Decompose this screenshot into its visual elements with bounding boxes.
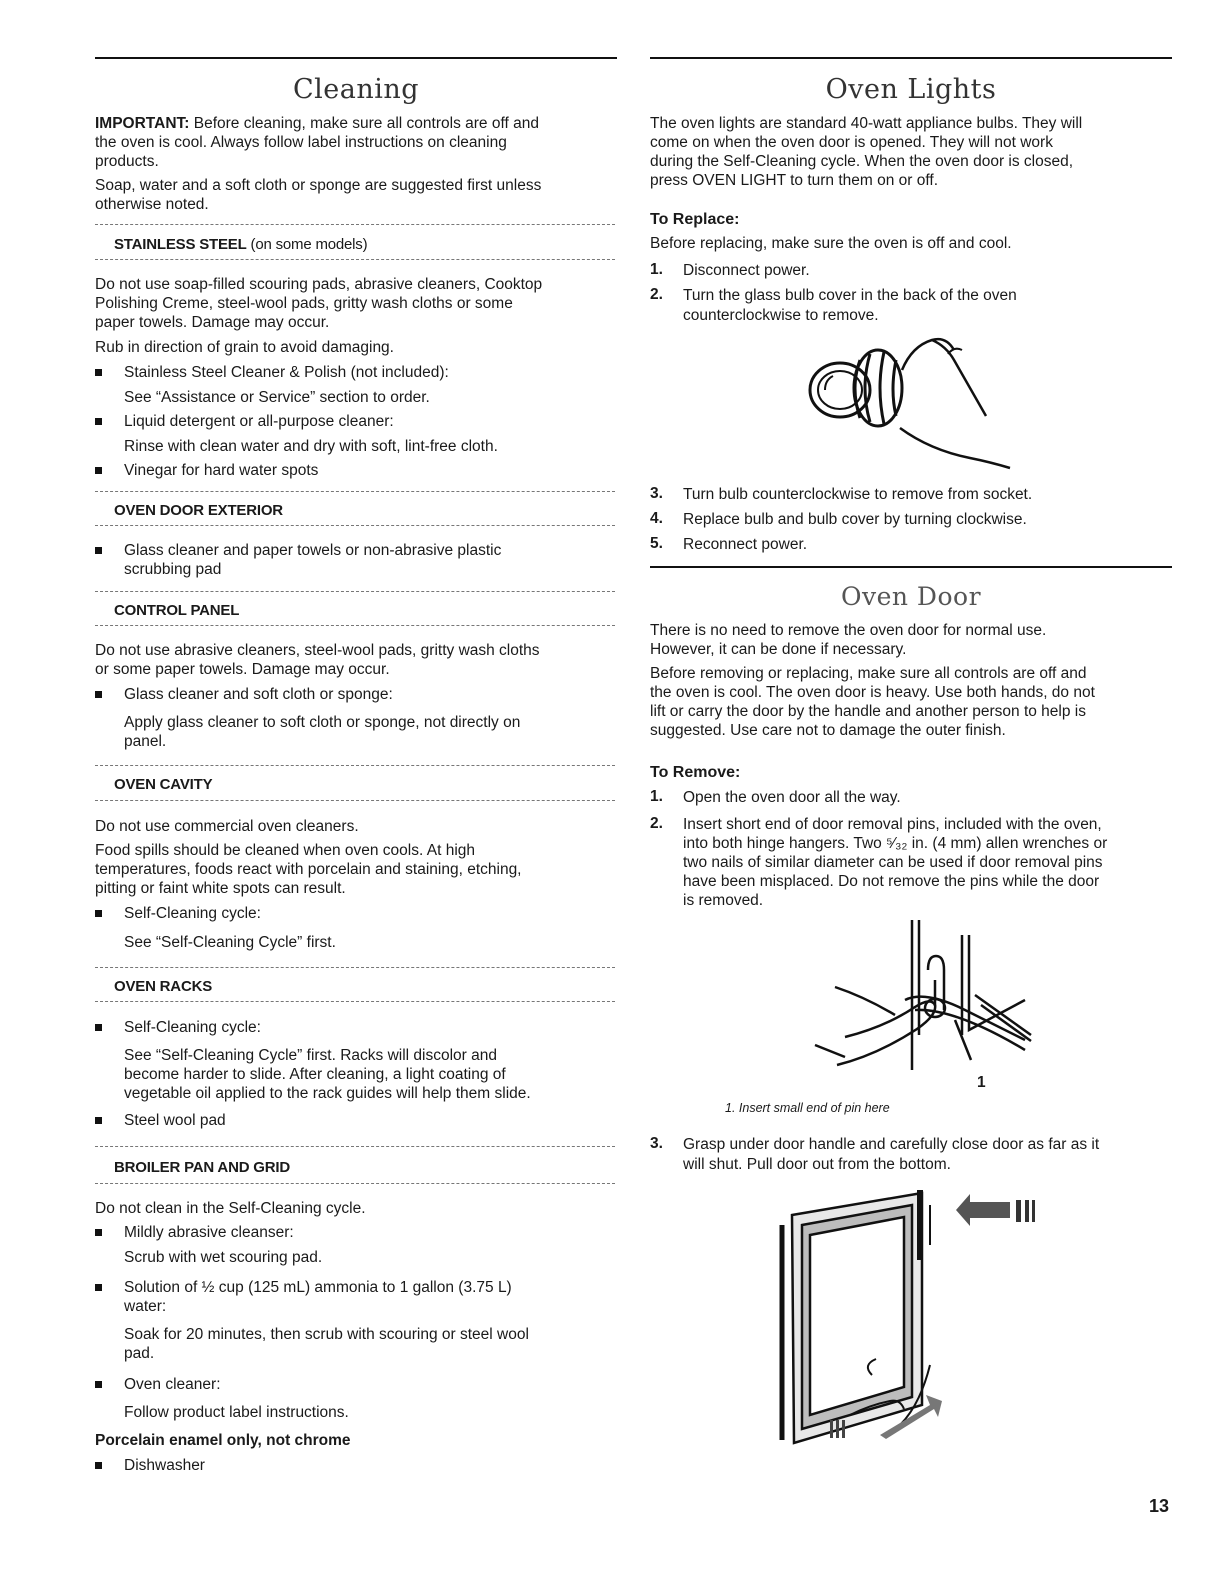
step-number: 1. [650,788,663,805]
broiler-b3: Oven cleaner: [124,1376,221,1393]
step-number: 2. [650,815,663,832]
door-exterior-b1-line2: scrubbing pad [124,561,222,578]
stainless-heading [114,236,367,253]
divider [95,1183,615,1184]
stainless-b1: Stainless Steel Cleaner & Polish (not included): [124,364,449,381]
remove-step-3-line1: Grasp under door handle and carefully close door as far as it [683,1136,1100,1153]
step-number: 3. [650,485,663,502]
divider [95,1146,615,1147]
cavity-p2-line1: Food spills should be cleaned when oven cools. At high [95,842,475,859]
remove-step-1: Open the oven door all the way. [683,789,901,806]
stainless-b3: Vinegar for hard water spots [124,462,319,479]
important-line-1 [95,114,539,133]
cavity-b1-sub: See “Self-Cleaning Cycle” first. [124,934,336,951]
divider [95,491,615,492]
page-number: 13 [1149,1496,1170,1516]
remove-step-2-line5: is removed. [683,892,764,909]
remove-step-2-line2: into both hinge hangers. Two ⁵⁄₃₂ in. (4 mm) allen wrenches or [683,835,1108,852]
broiler-b2-sub-line2: pad. [124,1345,155,1362]
cavity-p2-line3: pitting or faint white spots can result. [95,880,346,897]
racks-b2: Steel wool pad [124,1112,226,1129]
important-text: Before cleaning, make sure all controls are off and [189,115,539,132]
door-exterior-heading: OVEN DOOR EXTERIOR [114,502,283,519]
stainless-b2: Liquid detergent or all-purpose cleaner: [124,413,394,430]
bullet [95,1381,102,1388]
replace-step-3: Turn bulb counterclockwise to remove from socket. [683,486,1033,503]
broiler-b3-sub: Follow product label instructions. [124,1404,349,1421]
remove-step-2-line1: Insert short end of door removal pins, included with the oven, [683,816,1102,833]
oven-door-p2-line2: the oven is cool. The oven door is heavy. Use both hands, do not [650,684,1095,701]
divider [95,591,615,592]
to-replace-heading: To Replace: [650,211,740,228]
bullet [95,369,102,376]
cavity-p2-line2: temperatures, foods react with porcelain and staining, etching, [95,861,522,878]
stainless-p1-line1: Do not use soap-filled scouring pads, abrasive cleaners, Cooktop [95,276,543,293]
important-line-2: the oven is cool. Always follow label instructions on cleaning [95,134,507,151]
racks-b1: Self-Cleaning cycle: [124,1019,261,1036]
step-number: 3. [650,1135,663,1152]
cavity-p1: Do not use commercial oven cleaners. [95,818,359,835]
intro-line-2: otherwise noted. [95,196,209,213]
oven-door-p2-line3: lift or carry the door by the handle and another person to help is [650,703,1086,720]
racks-heading: OVEN RACKS [114,978,213,995]
racks-b1-sub-line3: vegetable oil applied to the rack guides will help them slide. [124,1085,531,1102]
divider [95,765,615,766]
oven-door-title: Oven Door [840,582,982,611]
broiler-b2-sub-line1: Soak for 20 minutes, then scrub with scouring or steel wool [124,1326,529,1343]
bullet [95,467,102,474]
racks-b1-sub-line2: become harder to slide. After cleaning, a light coating of [124,1066,506,1083]
oven-door-p1-line2: However, it can be done if necessary. [650,641,907,658]
oven-lights-p1-line4: press OVEN LIGHT to turn them on or off. [650,172,939,189]
top-rule [95,57,617,59]
broiler-b1: Mildly abrasive cleanser: [124,1224,294,1241]
door-exterior-b1-line1: Glass cleaner and paper towels or non-abrasive plastic [124,542,502,559]
remove-step-2-line4: have been misplaced. Do not remove the pins while the door [683,873,1100,890]
divider [95,800,615,801]
figure-caption: 1. Insert small end of pin here [725,1101,890,1115]
replace-step-4: Replace bulb and bulb cover by turning clockwise. [683,511,1027,528]
stainless-heading-label: STAINLESS STEEL [114,236,247,253]
step-number: 4. [650,510,663,527]
remove-step-2-line3: two nails of similar diameter can be used if door removal pins [683,854,1103,871]
bullet [95,691,102,698]
stainless-heading-suffix: (on some models) [246,236,368,253]
stainless-b1-sub: See “Assistance or Service” section to order. [124,389,430,406]
to-remove-heading: To Remove: [650,764,741,781]
replace-step-2-line1: Turn the glass bulb cover in the back of the oven [683,287,1017,304]
broiler-p1: Do not clean in the Self-Cleaning cycle. [95,1200,366,1217]
oven-door-p2-line1: Before removing or replacing, make sure all controls are off and [650,665,1087,682]
replace-step-1: Disconnect power. [683,262,810,279]
top-rule [650,57,1172,59]
stainless-p2: Rub in direction of grain to avoid damaging. [95,339,394,356]
remove-step-3-line2: will shut. Pull door out from the bottom. [683,1156,951,1173]
section-rule [650,566,1172,568]
step-number: 5. [650,535,663,552]
hinge-pin-illustration [835,915,1085,1090]
bulb-cover-illustration [800,330,1030,470]
bullet [95,910,102,917]
stainless-p1-line2: Polishing Creme, steel-wool pads, gritty wash cloths or some [95,295,513,312]
divider [95,1001,615,1002]
broiler-b2-line1: Solution of ½ cup (125 mL) ammonia to 1 gallon (3.75 L) [124,1279,512,1296]
oven-door-p2-line4: suggested. Use care not to damage the outer finish. [650,722,1006,739]
cleaning-title: Cleaning [292,74,420,105]
control-panel-p1-line2: or some paper towels. Damage may occur. [95,661,390,678]
important-label: IMPORTANT: [95,115,190,132]
oven-door-p1-line1: There is no need to remove the oven door for normal use. [650,622,1047,639]
callout-number: 1 [977,1074,986,1091]
porcelain-note: Porcelain enamel only, not chrome [95,1432,351,1449]
intro-line-1: Soap, water and a soft cloth or sponge are suggested first unless [95,177,542,194]
replace-intro: Before replacing, make sure the oven is off and cool. [650,235,1012,252]
step-number: 2. [650,286,663,303]
control-panel-b1-sub-line2: panel. [124,733,167,750]
divider [95,625,615,626]
divider [95,224,615,225]
control-panel-heading: CONTROL PANEL [114,602,240,619]
bullet [95,547,102,554]
oven-lights-p1-line1: The oven lights are standard 40-watt appliance bulbs. They will [650,115,1083,132]
cavity-b1: Self-Cleaning cycle: [124,905,261,922]
broiler-b2-line2: water: [124,1298,167,1315]
control-panel-b1: Glass cleaner and soft cloth or sponge: [124,686,393,703]
step-number: 1. [650,261,663,278]
divider [95,967,615,968]
divider [95,525,615,526]
handle-arrow-icon [956,1194,1035,1226]
control-panel-p1-line1: Do not use abrasive cleaners, steel-wool pads, gritty wash cloths [95,642,540,659]
replace-step-2-line2: counterclockwise to remove. [683,307,879,324]
broiler-b1-sub: Scrub with wet scouring pad. [124,1249,323,1266]
door-removal-illustration [780,1185,1050,1440]
stainless-p1-line3: paper towels. Damage may occur. [95,314,330,331]
bullet [95,1462,102,1469]
racks-b1-sub-line1: See “Self-Cleaning Cycle” first. Racks will discolor and [124,1047,497,1064]
broiler-b4: Dishwasher [124,1457,205,1474]
stainless-b2-sub: Rinse with clean water and dry with soft, lint-free cloth. [124,438,498,455]
bullet [95,418,102,425]
oven-lights-title: Oven Lights [825,74,997,105]
important-line-3: products. [95,153,159,170]
bullet [95,1229,102,1236]
bullet [95,1284,102,1291]
oven-lights-p1-line2: come on when the oven door is opened. They will not work [650,134,1053,151]
control-panel-b1-sub-line1: Apply glass cleaner to soft cloth or sponge, not directly on [124,714,521,731]
replace-step-5: Reconnect power. [683,536,808,553]
bullet [95,1024,102,1031]
bullet [95,1117,102,1124]
cavity-heading: OVEN CAVITY [114,776,213,793]
divider [95,259,615,260]
broiler-heading: BROILER PAN AND GRID [114,1159,291,1176]
oven-lights-p1-line3: during the Self-Cleaning cycle. When the oven door is closed, [650,153,1074,170]
